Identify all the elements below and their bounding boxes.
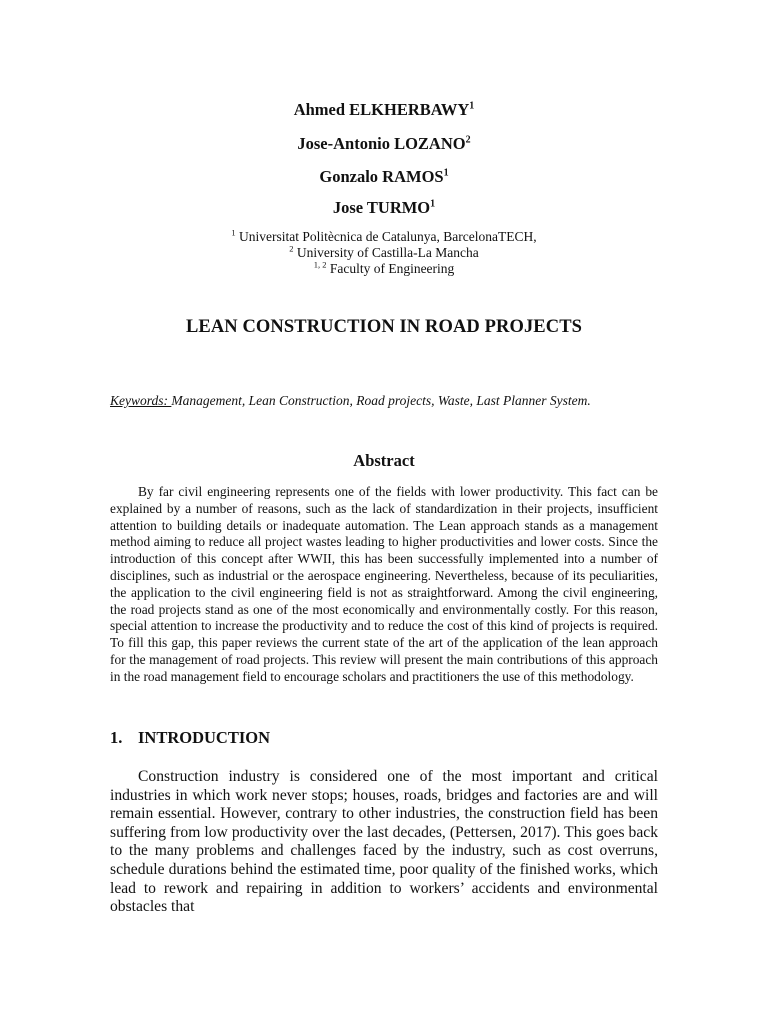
affiliation-text: University of Castilla-La Mancha [296, 245, 479, 260]
author-affiliation-mark: 1 [430, 198, 436, 210]
section-heading [110, 728, 658, 748]
author-name: Jose-Antonio LOZANO [297, 134, 466, 153]
affiliations [110, 229, 658, 277]
author-1 [110, 100, 658, 120]
author-affiliation-mark: 1 [469, 100, 475, 112]
author-name: Ahmed ELKHERBAWY [293, 100, 470, 119]
affiliation-2 [110, 245, 658, 261]
author-4 [110, 198, 658, 218]
paper-title: LEAN CONSTRUCTION IN ROAD PROJECTS [185, 317, 583, 337]
author-affiliation-mark: 1 [443, 167, 449, 179]
affiliation-1 [110, 229, 658, 245]
author-name: Gonzalo RAMOS [319, 167, 444, 186]
affiliation-3 [110, 261, 658, 277]
affiliation-text: Universitat Politècnica de Catalunya, BarcelonaTECH, [238, 229, 537, 244]
author-name: Jose TURMO [332, 198, 431, 217]
section-number: 1. [110, 728, 123, 747]
affiliation-mark: 1 [231, 227, 236, 238]
affiliation-mark: 2 [289, 243, 294, 254]
keywords-text: Management, Lean Construction, Road projects, Waste, Last Planner System. [171, 393, 591, 408]
abstract-body: By far civil engineering represents one of the fields with lower productivity. This fact can be explained by a number of reasons, such as the lack of standardization in their projects, insufficient attention to building details or inadequate automation. The Lean approach stands as a management method aiming to reduce all project wastes leading to higher productivities and lower costs. Since the introduction of this concept after WWII, this has been successfully implemented into a number of disciplines, such as industrial or the aerospace engineering. Nevertheless, because of its peculiarities, the application to the civil engineering field is not as straightforward. Among the civil engineering, the road projects stand as one of the most economically and environmentally costly. For this reason, special attention to increase the productivity and to reduce the cost of this kind of projects is required. To fill this gap, this paper reviews the current state of the art of the application of the lean approach for the management of road projects. This review will present the main contributions of this approach in the road management field to encourage scholars and practitioners the use of this methodology. [110, 484, 658, 684]
introduction-body: Construction industry is considered one of the most important and critical industries in which work never stops; houses, roads, bridges and factories are and will remain essential. However, contrary to other industries, the construction field has been suffering from low productivity over the last decades, (Pettersen, 2017). This goes back to the many problems and challenges faced by the industry, such as cost overruns, schedule durations behind the estimated time, poor quality of the finished works, which lead to rework and repairing in addition to workers’ accidents and environmental obstacles that [110, 768, 658, 916]
section-title: INTRODUCTION [138, 728, 271, 747]
keywords [110, 388, 658, 414]
author-affiliation-mark: 2 [465, 134, 471, 146]
affiliation-mark: 1, 2 [313, 259, 327, 270]
affiliation-text: Faculty of Engineering [329, 261, 455, 276]
author-2 [110, 134, 658, 154]
author-3 [110, 167, 658, 187]
keywords-label: Keywords: [110, 393, 172, 408]
abstract-heading: Abstract [353, 451, 415, 470]
